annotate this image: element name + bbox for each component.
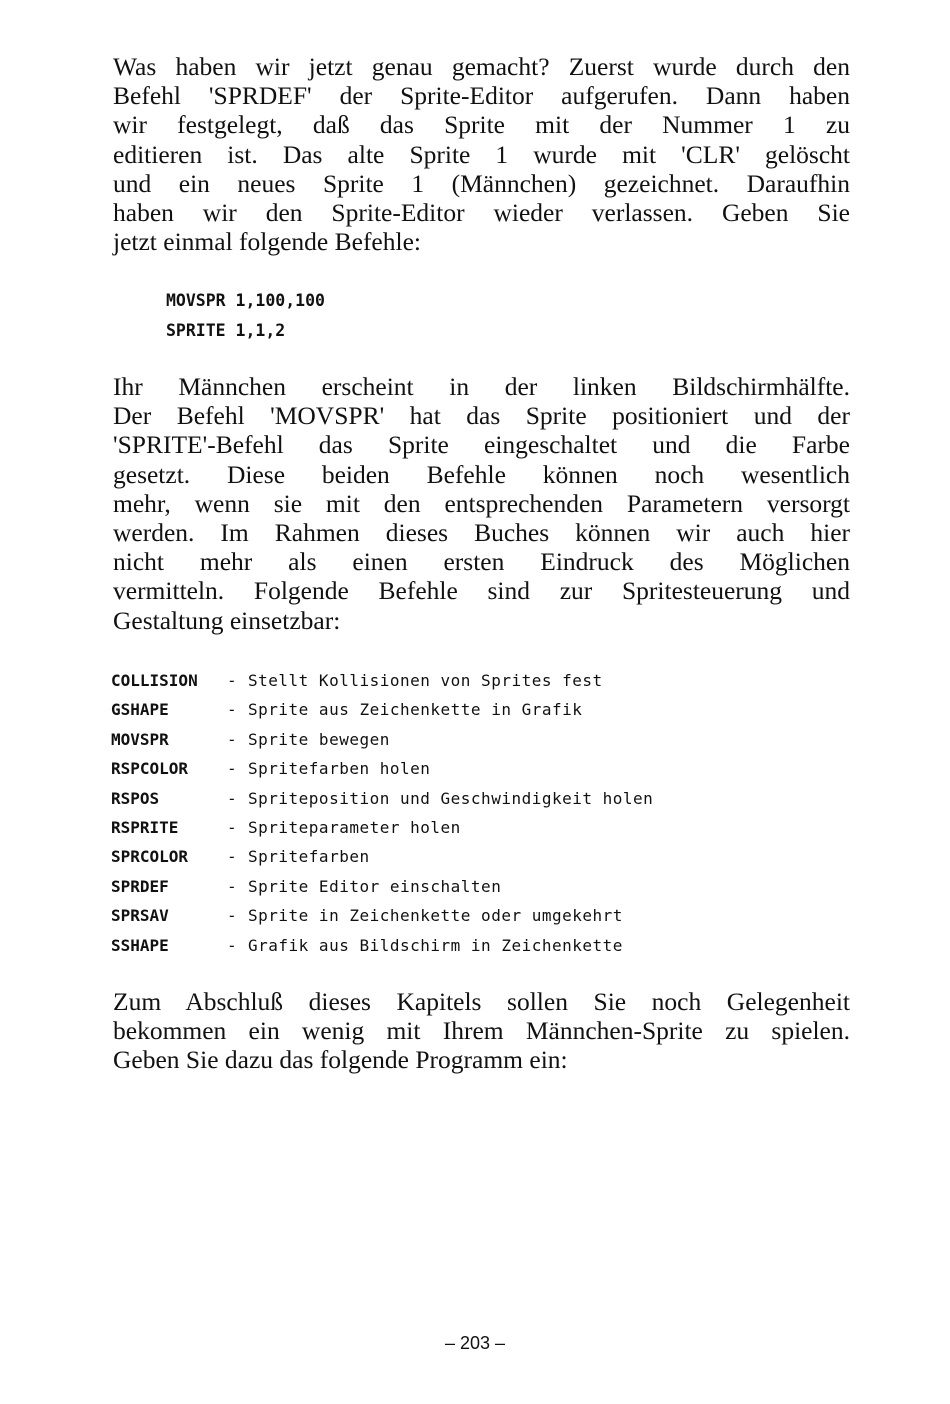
text-line: haben wir den Sprite-Editor wieder verlassen. Geben Sie xyxy=(113,198,850,228)
text-line: Gestaltung einsetzbar: xyxy=(113,605,341,635)
text-line: gesetzt. Diese beiden Befehle können noch wesentlich xyxy=(113,459,850,489)
command-separator: - xyxy=(227,876,237,896)
command-separator: - xyxy=(227,671,237,690)
command-separator: - xyxy=(227,700,237,720)
command-row xyxy=(111,695,653,724)
command-row xyxy=(111,901,653,930)
paragraph-intro xyxy=(113,52,850,256)
text-line: 'SPRITE'-Befehl das Sprite eingeschaltet und die Farbe xyxy=(113,430,850,460)
command-description: Grafik aus Bildschirm in Zeichenkette xyxy=(248,935,623,955)
command-description: Spritefarben holen xyxy=(248,759,431,779)
paragraph-closing xyxy=(113,987,850,1075)
text-line: Was haben wir jetzt genau gemacht? Zuerst wurde durch den xyxy=(113,52,850,81)
command-name: SPRCOLOR xyxy=(111,847,189,867)
command-name: RSPRITE xyxy=(111,818,179,838)
command-name: SPRSAV xyxy=(111,906,169,926)
command-row xyxy=(111,754,653,783)
command-row xyxy=(111,931,653,960)
command-name: SPRDEF xyxy=(111,876,169,896)
text-line: nicht mehr als einen ersten Eindruck des Möglichen xyxy=(113,547,850,577)
command-row xyxy=(111,666,653,695)
command-name: MOVSPR xyxy=(111,729,169,749)
command-name: RSPOS xyxy=(111,788,160,808)
command-list xyxy=(111,666,653,960)
text-line: editieren ist. Das alte Sprite 1 wurde mit 'CLR' gelöscht xyxy=(113,139,850,169)
command-description: Sprite in Zeichenkette oder umgekehrt xyxy=(248,906,623,926)
text-line: Zum Abschluß dieses Kapitels sollen Sie noch Gelegenheit xyxy=(113,987,850,1016)
command-description: Spritefarben xyxy=(248,847,370,867)
command-description: Sprite Editor einschalten xyxy=(248,876,502,896)
command-separator: - xyxy=(227,788,237,808)
command-separator: - xyxy=(227,935,237,955)
text-line: vermitteln. Folgende Befehle sind zur Spritesteuerung und xyxy=(113,576,850,606)
text-line: und ein neues Sprite 1 (Männchen) gezeichnet. Daraufhin xyxy=(113,168,850,198)
command-separator: - xyxy=(227,818,237,838)
paragraph-explanation xyxy=(113,372,850,635)
command-separator: - xyxy=(227,729,237,749)
text-line: bekommen ein wenig mit Ihrem Männchen-Sprite zu spielen. xyxy=(113,1016,850,1046)
text-line: wir festgelegt, daß das Sprite mit der Nummer 1 zu xyxy=(113,110,850,140)
text-line: Geben Sie dazu das folgende Programm ein: xyxy=(113,1045,568,1075)
command-separator: - xyxy=(227,847,237,867)
text-line: Ihr Männchen erscheint in der linken Bildschirmhälfte. xyxy=(113,372,850,401)
code-line: MOVSPR 1,100,100 xyxy=(166,291,325,310)
command-name: COLLISION xyxy=(111,671,198,690)
code-example xyxy=(166,286,325,345)
text-line: werden. Im Rahmen dieses Buches können wir auch hier xyxy=(113,518,850,548)
text-line: mehr, wenn sie mit den entsprechenden Parametern versorgt xyxy=(113,488,850,518)
command-description: Sprite bewegen xyxy=(248,729,390,749)
page-number: – 203 – xyxy=(444,1333,506,1353)
text-line: Der Befehl 'MOVSPR' hat das Sprite positioniert und der xyxy=(113,401,850,431)
command-description: Spriteparameter holen xyxy=(248,818,461,838)
text-line: jetzt einmal folgende Befehle: xyxy=(113,227,421,257)
command-row xyxy=(111,725,653,754)
command-description: Sprite aus Zeichenkette in Grafik xyxy=(248,700,583,720)
command-name: RSPCOLOR xyxy=(111,759,189,779)
command-separator: - xyxy=(227,759,237,779)
command-description: Spriteposition und Geschwindigkeit holen xyxy=(248,788,654,808)
command-row xyxy=(111,872,653,901)
command-description: Stellt Kollisionen von Sprites fest xyxy=(248,671,603,690)
code-line: SPRITE 1,1,2 xyxy=(166,320,286,340)
command-row xyxy=(111,784,653,813)
command-name: GSHAPE xyxy=(111,700,169,720)
command-row xyxy=(111,813,653,842)
text-line: Befehl 'SPRDEF' der Sprite-Editor aufgerufen. Dann haben xyxy=(113,81,850,111)
command-name: SSHAPE xyxy=(111,935,169,955)
command-row xyxy=(111,842,653,871)
command-separator: - xyxy=(227,906,237,926)
